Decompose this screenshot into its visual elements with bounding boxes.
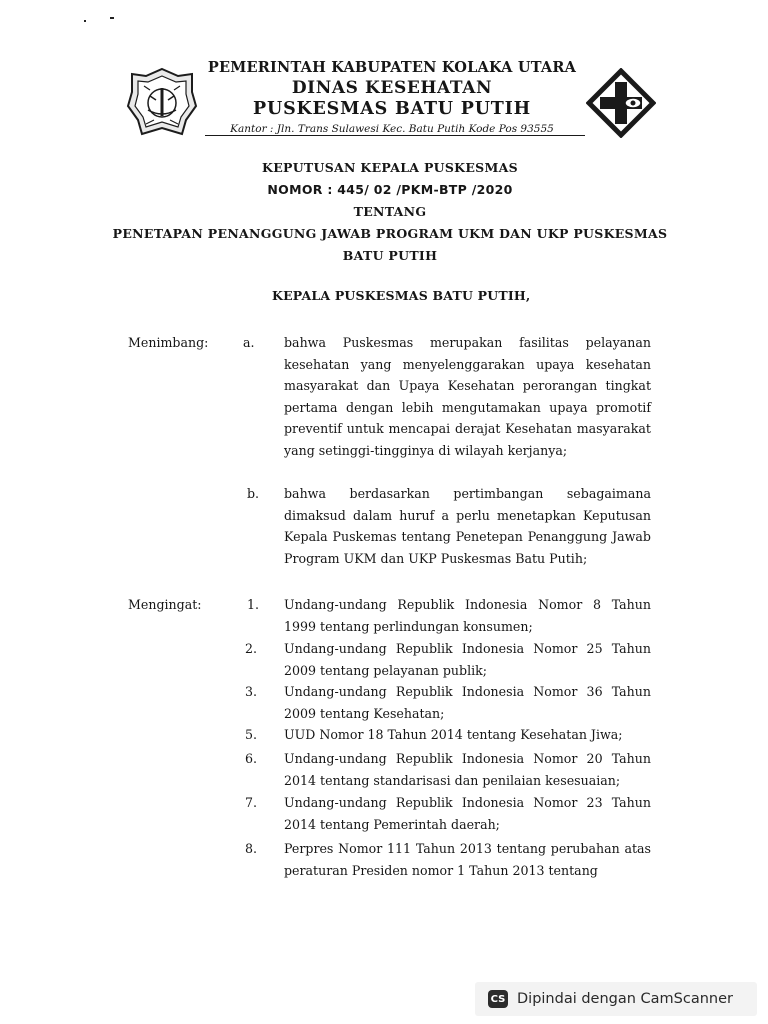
government-name: PEMERINTAH KABUPATEN KOLAKA UTARA [207,59,577,76]
menimbang-item-text: bahwa berdasarkan pertimbangan sebagaimana dimaksud dalam huruf a perlu menetapkan Keputusan Kepala Puskemas tentang Penetepan Penanggung Jawab Program UKM dan UKP Puskesmas Batu Putih; [284,486,651,566]
puskesmas-logo-icon [586,68,656,138]
mengingat-marker: 1. [247,597,260,612]
mengingat-marker: 8. [245,841,258,856]
mengingat-marker: 2. [245,641,258,656]
decree-subject-line2: BATU PUTIH [342,248,438,263]
camscanner-watermark [475,982,757,1016]
decree-subject-line1: PENETAPAN PENANGGUNG JAWAB PROGRAM UKM DAN UKP PUSKESMAS [112,226,668,241]
mengingat-item-text: UUD Nomor 18 Tahun 2014 tentang Kesehatan Jiwa; [284,727,623,742]
decree-tentang: TENTANG [353,204,427,219]
kolaka-utara-emblem-icon [126,66,198,138]
decree-issuer: KEPALA PUSKESMAS BATU PUTIH, [272,288,531,303]
mengingat-item-text: Perpres Nomor 111 Tahun 2013 tentang perubahan atas peraturan Presiden nomor 1 Tahun 2013 tentang [284,841,651,878]
mengingat-item-text: Undang-undang Republik Indonesia Nomor 25 Tahun 2009 tentang pelayanan publik; [284,641,651,678]
institution-name: PUSKESMAS BATU PUTIH [253,99,531,119]
decree-title: KEPUTUSAN KEPALA PUSKESMAS [262,160,518,175]
camscanner-icon: CS [488,990,508,1008]
decree-heading [110,157,670,267]
mengingat-marker: 3. [245,684,258,699]
mengingat-item-text: Undang-undang Republik Indonesia Nomor 23 Tahun 2014 tentang Pemerintah daerah; [284,795,651,832]
letterhead-divider [205,135,585,136]
mengingat-marker: 5. [245,727,258,742]
office-address: Kantor : Jln. Trans Sulawesi Kec. Batu Putih Kode Pos 93555 [230,123,554,135]
menimbang-marker: a. [243,335,255,350]
letterhead [200,58,584,137]
mengingat-item-text: Undang-undang Republik Indonesia Nomor 8 Tahun 1999 tentang perlindungan konsumen; [284,597,651,634]
mengingat-item-text: Undang-undang Republik Indonesia Nomor 20 Tahun 2014 tentang standarisasi dan penilaian kesesuaian; [284,751,651,788]
mengingat-marker: 7. [245,795,258,810]
decree-number: NOMOR : 445/ 02 /PKM-BTP /2020 [267,182,513,197]
mengingat-label: Mengingat: [128,597,202,612]
menimbang-label: Menimbang: [128,335,209,350]
camscanner-text: Dipindai dengan CamScanner [517,991,734,1007]
department-name: DINAS KESEHATAN [291,78,493,98]
mengingat-item-text: Undang-undang Republik Indonesia Nomor 36 Tahun 2009 tentang Kesehatan; [284,684,651,721]
menimbang-marker: b. [247,486,260,501]
scan-speck [110,17,114,19]
menimbang-item-text: bahwa Puskesmas merupakan fasilitas pelayanan kesehatan yang menyelenggarakan upaya kesehatan masyarakat dan Upaya Kesehatan perorangan tingkat pertama dengan lebih mengutamakan upaya promotif preventif untuk mencapai derajat Kesehatan masyarakat yang setinggi-tingginya di wilayah kerjanya; [284,335,651,458]
scan-speck [84,20,86,22]
mengingat-marker: 6. [245,751,258,766]
